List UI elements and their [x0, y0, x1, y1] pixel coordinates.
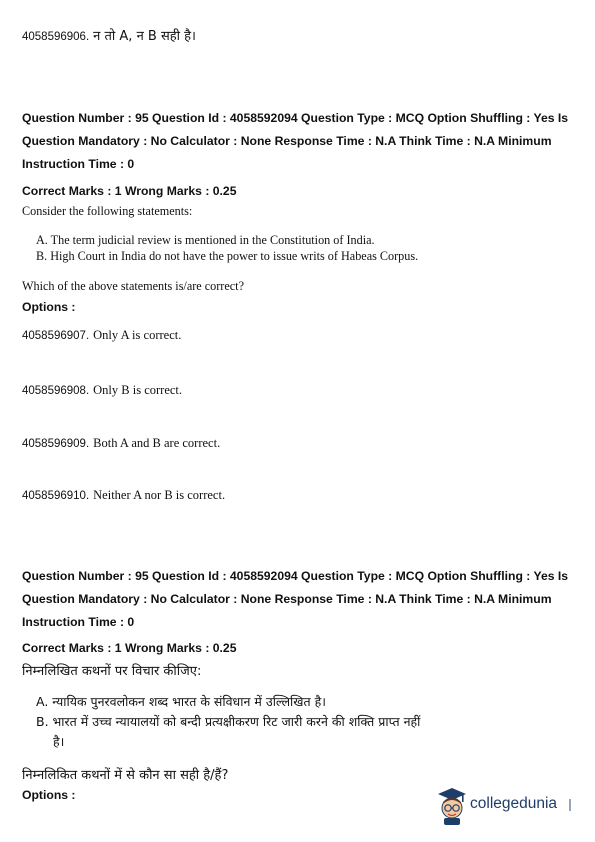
question-header-line: Question Number : 95 Question Id : 4058592094 Question Type : MCQ Option Shuffling : Yes Is	[22, 111, 569, 125]
option-id: 4058596908.	[22, 385, 90, 397]
question-prompt: निम्नलिकित कथनों में से कौन सा सही है/हैं?	[22, 768, 229, 783]
option-text: Neither A nor B is correct.	[93, 488, 226, 502]
question-intro: Consider the following statements:	[22, 204, 193, 218]
statement-a: A. न्यायिक पुनरवलोकन शब्द भारत के संविधान में उल्लिखित है।	[36, 694, 326, 709]
statement-a: A. The term judicial review is mentioned in the Constitution of India.	[36, 233, 375, 247]
statement-b: B. High Court in India do not have the power to issue writs of Habeas Corpus.	[36, 249, 419, 263]
collegedunia-logo	[436, 786, 576, 826]
question-prompt: Which of the above statements is/are correct?	[22, 279, 244, 293]
marks-line: Correct Marks : 1 Wrong Marks : 0.25	[22, 184, 237, 198]
option-row	[22, 381, 182, 399]
option-row	[22, 326, 181, 344]
option-text: Only B is correct.	[93, 383, 183, 397]
statement-b: B. भारत में उच्च न्यायालयों को बन्दी प्रत्यक्षीकरण रिट जारी करने की शक्ति प्राप्त नहीं	[36, 714, 421, 729]
option-text: न तो A, न B सही है।	[93, 29, 196, 44]
question-header-line: Question Mandatory : No Calculator : None Response Time : N.A Think Time : N.A Minimum	[22, 134, 552, 148]
graduate-mascot-icon	[436, 786, 468, 826]
option-text: Only A is correct.	[93, 328, 182, 342]
option-row	[22, 26, 196, 45]
question-header-line: Question Number : 95 Question Id : 4058592094 Question Type : MCQ Option Shuffling : Yes Is	[22, 569, 569, 583]
logo-divider	[569, 799, 571, 811]
marks-line: Correct Marks : 1 Wrong Marks : 0.25	[22, 641, 237, 655]
question-intro: निम्नलिखित कथनों पर विचार कीजिए:	[22, 664, 202, 679]
statement-b-continuation: है।	[53, 734, 65, 749]
question-header-line: Question Mandatory : No Calculator : None Response Time : N.A Think Time : N.A Minimum	[22, 592, 552, 606]
option-id: 4058596910.	[22, 490, 90, 502]
option-text: Both A and B are correct.	[93, 436, 221, 450]
logo-text: collegedunia	[470, 795, 558, 812]
option-row	[22, 434, 220, 452]
option-id: 4058596909.	[22, 438, 90, 450]
options-label: Options :	[22, 300, 76, 314]
question-header-line: Instruction Time : 0	[22, 157, 135, 171]
option-row	[22, 486, 225, 504]
option-id: 4058596907.	[22, 330, 90, 342]
options-label: Options :	[22, 788, 76, 802]
question-header-line: Instruction Time : 0	[22, 615, 135, 629]
option-id: 4058596906.	[22, 31, 90, 43]
